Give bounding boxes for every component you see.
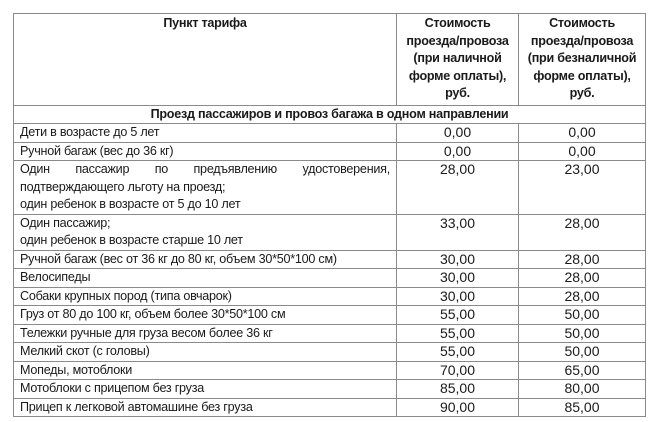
tariff-item-line: один ребенок в возрасте от 5 до 10 лет: [20, 197, 241, 211]
tariff-item-line: Велосипеды: [20, 270, 91, 284]
tariff-table: [13, 13, 646, 417]
table-row: [14, 343, 646, 362]
tariff-item: [14, 343, 397, 362]
table-row: [14, 214, 646, 250]
tariff-item: [14, 306, 397, 325]
table-row: [14, 250, 646, 269]
cashless-price: 23,00: [519, 161, 646, 215]
cashless-price: 28,00: [519, 287, 646, 306]
cashless-price: 65,00: [519, 361, 646, 380]
cashless-price: 80,00: [519, 380, 646, 399]
tariff-item: [14, 324, 397, 343]
tariff-item-line: Мотоблоки с прицепом без груза: [20, 381, 204, 395]
tariff-item-line: Мелкий скот (с головы): [20, 344, 150, 358]
header-tariff-item: Пункт тарифа: [14, 14, 397, 106]
cashless-price: 50,00: [519, 324, 646, 343]
cashless-price: 28,00: [519, 250, 646, 269]
tariff-item-line: один ребенок в возрасте старше 10 лет: [20, 233, 243, 247]
tariff-item-line: Один пассажир;: [20, 215, 111, 230]
tariff-item-line: Один пассажир по предъявлению удостоверения,: [20, 162, 390, 176]
tariff-item-line: подтверждающего льготу на проезд;: [20, 179, 226, 194]
tariff-item-line: Собаки крупных пород (типа овчарок): [20, 288, 232, 303]
tariff-item: [14, 124, 397, 143]
header-cashless-price: Стоимость проезда/провоза (при безналичной форме оплаты), руб.: [519, 14, 646, 106]
cash-price: 55,00: [397, 343, 519, 362]
cash-price: 33,00: [397, 214, 519, 250]
tariff-item: [14, 380, 397, 399]
table-row: [14, 124, 646, 143]
tariff-item: [14, 250, 397, 269]
cashless-price: 28,00: [519, 214, 646, 250]
cashless-price: 0,00: [519, 142, 646, 161]
tariff-item-line: Тележки ручные для груза весом более 36 кг: [20, 325, 273, 340]
cash-price: 30,00: [397, 250, 519, 269]
tariff-item-line: Дети в возрасте до 5 лет: [20, 125, 160, 139]
tariff-item: [14, 214, 397, 250]
cash-price: 0,00: [397, 124, 519, 143]
tariff-item: [14, 269, 397, 288]
table-row: [14, 306, 646, 325]
tariff-item: [14, 361, 397, 380]
table-row: [14, 380, 646, 399]
tariff-item-line: Прицеп к легковой автомашине без груза: [20, 399, 253, 414]
table-row: [14, 324, 646, 343]
table-row: [14, 269, 646, 288]
cash-price: 0,00: [397, 142, 519, 161]
cash-price: 85,00: [397, 380, 519, 399]
tariff-item-line: Мопеды, мотоблоки: [20, 362, 133, 377]
cash-price: 55,00: [397, 306, 519, 325]
table-row: [14, 361, 646, 380]
tariff-item: [14, 161, 397, 215]
tariff-item-line: Ручной багаж (вес от 36 кг до 80 кг, объем 30*50*100 см): [20, 251, 337, 266]
table-row: [14, 287, 646, 306]
cash-price: 30,00: [397, 269, 519, 288]
cashless-price: 0,00: [519, 124, 646, 143]
cash-price: 28,00: [397, 161, 519, 215]
table-row: [14, 142, 646, 161]
cashless-price: 50,00: [519, 343, 646, 362]
cash-price: 70,00: [397, 361, 519, 380]
cashless-price: 85,00: [519, 398, 646, 417]
section-row: [14, 105, 646, 124]
cash-price: 90,00: [397, 398, 519, 417]
section-title: Проезд пассажиров и провоз багажа в одном направлении: [14, 105, 646, 124]
tariff-item-line: Груз от 80 до 100 кг, объем более 30*50*100 см: [20, 307, 286, 321]
cash-price: 55,00: [397, 324, 519, 343]
tariff-item: [14, 142, 397, 161]
header-row: [14, 14, 646, 106]
cash-price: 30,00: [397, 287, 519, 306]
tariff-item: [14, 398, 397, 417]
header-cash-price: Стоимость проезда/провоза (при наличной форме оплаты), руб.: [397, 14, 519, 106]
cashless-price: 50,00: [519, 306, 646, 325]
table-row: [14, 398, 646, 417]
cashless-price: 28,00: [519, 269, 646, 288]
tariff-item: [14, 287, 397, 306]
tariff-item-line: Ручной багаж (вес до 36 кг): [20, 143, 174, 158]
table-row: [14, 161, 646, 215]
